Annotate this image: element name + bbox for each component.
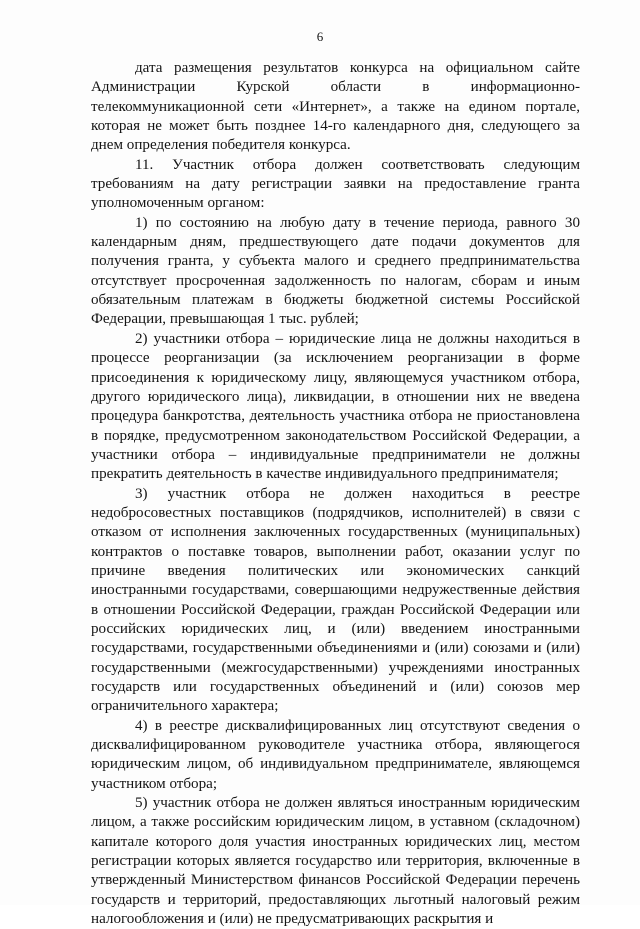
paragraph-item-5: 5) участник отбора не должен являться иностранным юридическим лицом, а также российским юридическим лицом, в уставном (складочном) капитале которого доля участия иностранных юридических лиц, местом регистрации которых является государство или территория, включенные в утвержденный Министерством финансов Российской Федерации перечень государств и территорий, предоставляющих льготный налоговый режим налогообложения и (или) не предусматривающих раскрытия и bbox=[91, 795, 580, 928]
paragraph-item-4: 4) в реестре дисквалифицированных лиц отсутствуют сведения о дисквалифицированном руководителе участника отбора, являющегося юридическим лицом, об индивидуальном предпринимателе, являющемся участником отбора; bbox=[91, 717, 580, 792]
paragraph-item-3: 3) участник отбора не должен находиться в реестре недобросовестных поставщиков (подрядчиков, исполнителей) в связи с отказом от исполнения заключенных государственных (муниципальных) контрактов о поставке товаров, выполнении работ, оказании услуг по причине введения политических или экономических санкций иностранными государствами, совершающими недружественные действия в отношении Российской Федерации, граждан Российской Федерации или российских юридических лиц, и (или) введением иностранными государствами, государственными объединениями и (или) союзами и (или) государственными (межгосударственными) учреждениями иностранных государств или государственных объединений и (или) союзов мер ограничительного характера; bbox=[91, 485, 580, 715]
paragraph-clause-11: 11. Участник отбора должен соответствовать следующим требованиям на дату регистрации заявки на предоставление гранта уполномоченным органом: bbox=[91, 156, 580, 212]
paragraph-item-1: 1) по состоянию на любую дату в течение периода, равного 30 календарным дням, предшествующего дате подачи документов для получения гранта, у субъекта малого и среднего предпринимательства отсутствует просроченная задолженность по налогам, сборам и иным обязательным платежам в бюджеты бюджетной системы Российской Федерации, превышающая 1 тыс. рублей; bbox=[91, 214, 580, 328]
paragraph-item-2: 2) участники отбора – юридические лица не должны находиться в процессе реорганизации (за исключением реорганизации в форме присоединения к юридическому лицу, являющемуся участником отбора, другого юридического лица), ликвидации, в отношении них не введена процедура банкротства, деятельность участника отбора не приостановлена в порядке, предусмотренном законодательством Российской Федерации, а участники отбора – индивидуальные предприниматели не должны прекратить деятельность в качестве индивидуального предпринимателя; bbox=[91, 330, 580, 483]
document-body bbox=[91, 59, 580, 929]
page-number: 6 bbox=[316, 29, 324, 44]
paragraph-publication-date: дата размещения результатов конкурса на официальном сайте Администрации Курской области в информационно-телекоммуникационной сети «Интернет», а также на едином портале, которая не может быть позднее 14-го календарного дня, следующего за днем определения победителя конкурса. bbox=[91, 60, 580, 154]
